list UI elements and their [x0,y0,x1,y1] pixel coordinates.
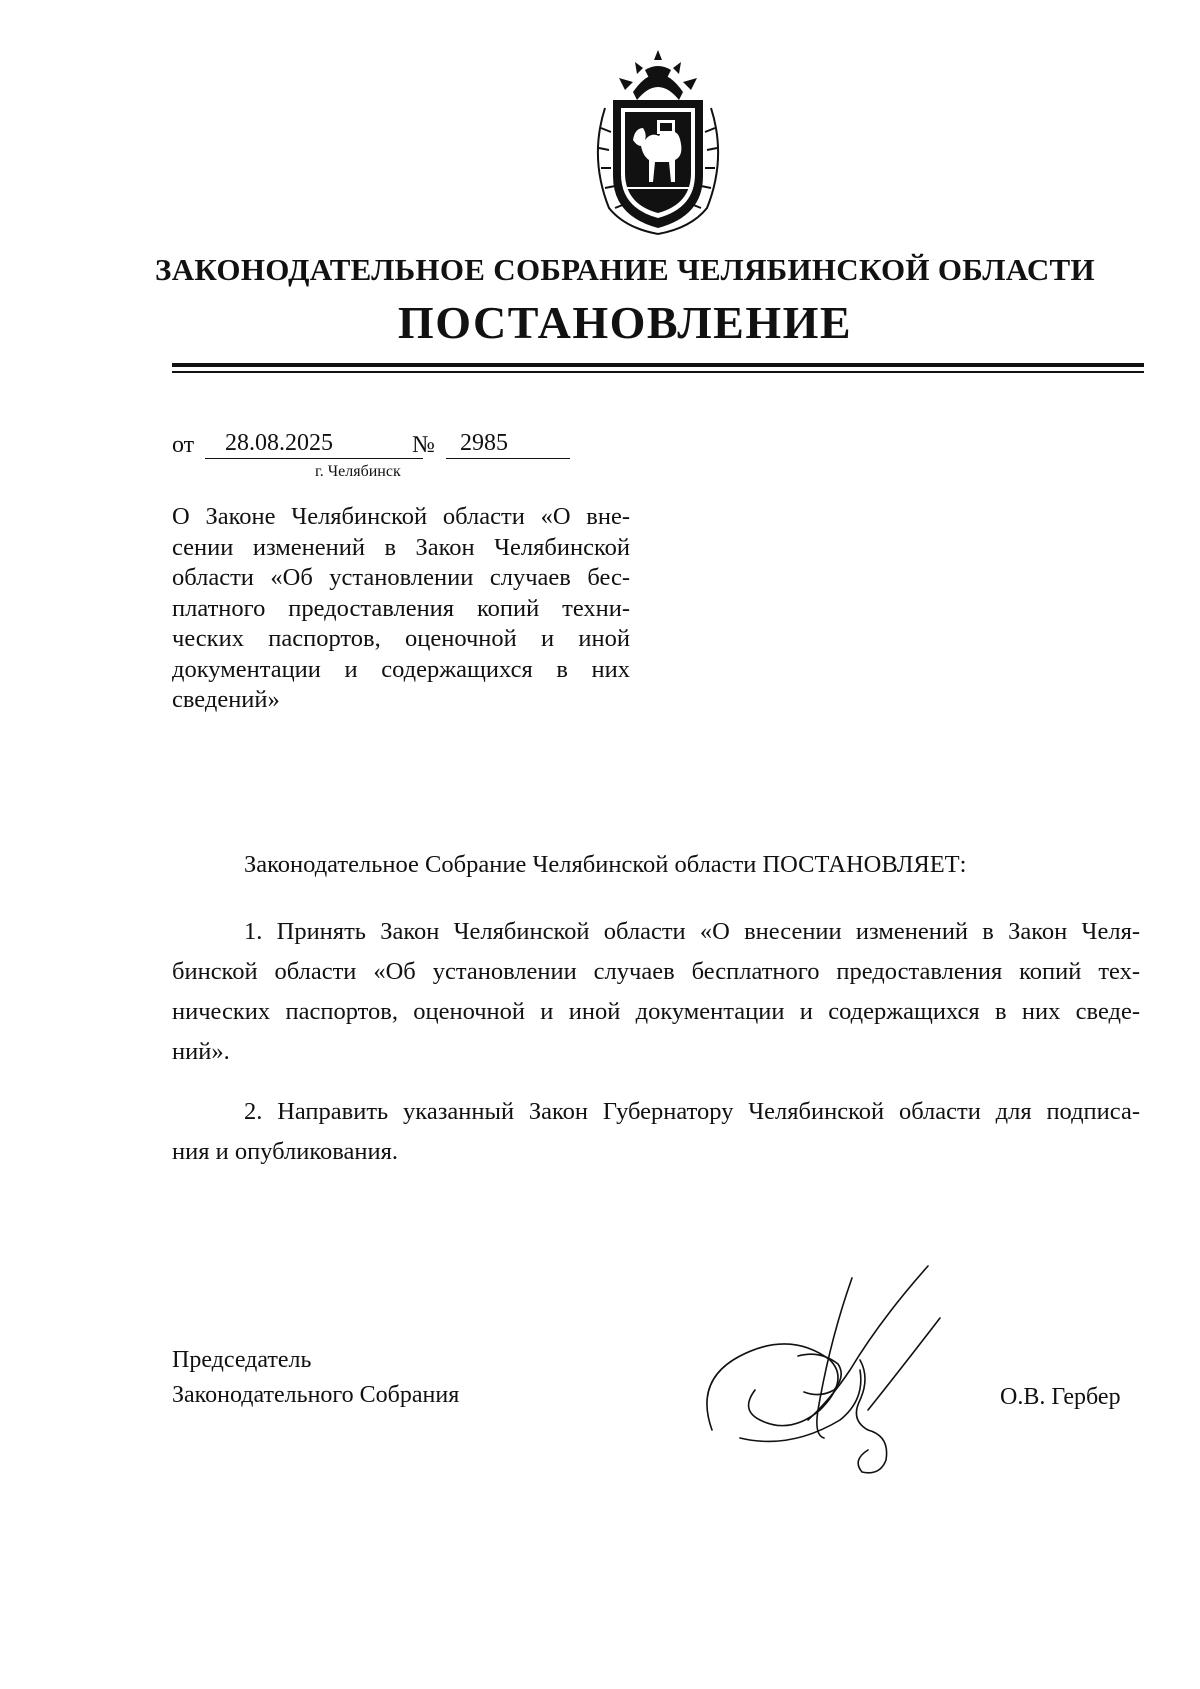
paragraph-2 [172,1092,1140,1172]
subject-line: ческих паспортов, оценочной и иной [172,625,630,652]
subject-line: документации и содержащихся в них [172,655,630,683]
signer-position-line: Председатель [172,1347,312,1373]
subject-line: области «Об установлении случаев бес- [172,564,630,591]
date-prefix: от [172,432,195,458]
subject-line: О Законе Челябинской области «О вне- [172,503,630,530]
handwritten-signature [700,1260,1010,1490]
paragraph-line: ния и опубликования. [172,1138,398,1165]
number-prefix: № [412,432,435,458]
paragraph-line: нических паспортов, оценочной и иной документации и содержащихся в них сведе- [172,998,1140,1025]
organization-title: ЗАКОНОДАТЕЛЬНОЕ СОБРАНИЕ ЧЕЛЯБИНСКОЙ ОБЛАСТИ [155,252,1095,287]
paragraph-1 [172,912,1140,1072]
paragraph-line: бинской области «Об установлении случаев бесплатного предоставления копий тех- [172,958,1140,985]
header-rule-thick [172,363,1144,367]
resolution-preamble: Законодательное Собрание Челябинской области ПОСТАНОВЛЯЕТ: [244,851,967,878]
signer-name: О.В. Гербер [1000,1384,1121,1410]
document-number: 2985 [446,428,570,459]
subject-line: сении изменений в Закон Челябинской [172,533,630,561]
subject-line: сведений» [172,686,280,713]
document-type-title: ПОСТАНОВЛЕНИЕ [397,297,853,348]
chelyabinsk-coat-of-arms-icon [583,48,733,238]
document-subject [172,502,630,716]
paragraph-line: 2. Направить указанный Закон Губернатору Челябинской области для подписа- [244,1098,1140,1125]
document-date: 28.08.2025 [205,428,423,459]
paragraph-line: ний». [172,1038,230,1065]
subject-line: платного предоставления копий техни- [172,594,630,622]
city-label: г. Челябинск [315,463,401,480]
header-rule-thin [172,371,1144,373]
signer-position-line: Законодательного Собрания [172,1382,460,1408]
signer-position [172,1343,459,1413]
paragraph-line: 1. Принять Закон Челябинской области «О внесении изменений в Закон Челя- [244,918,1140,945]
